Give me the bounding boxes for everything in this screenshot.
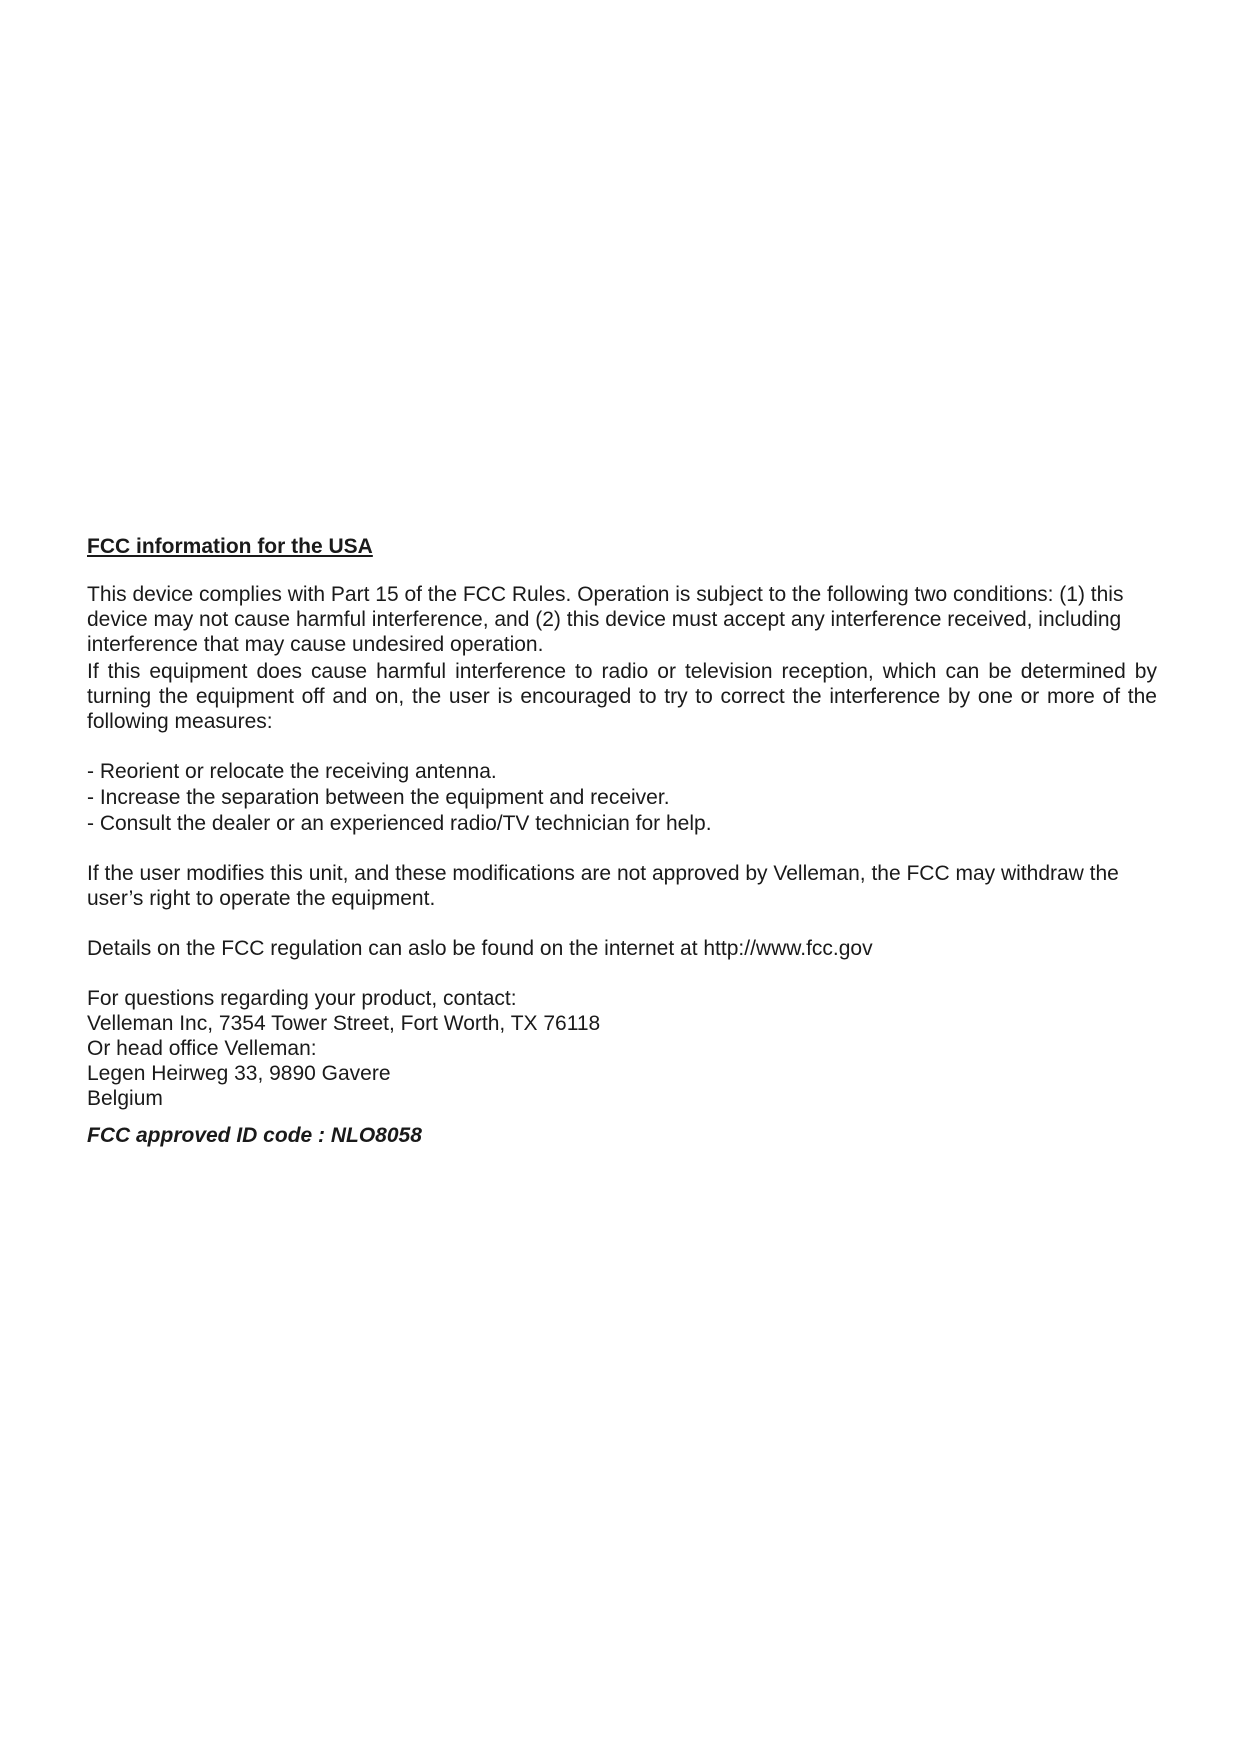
contact-intro: For questions regarding your product, contact: [87,987,517,1010]
modification-paragraph: If the user modifies this unit, and these modifications are not approved by Velleman, the FCC may withdraw the user’s right to operate the equipment. [87,862,1119,910]
fcc-information-section [87,534,1157,1148]
interference-paragraph: If this equipment does cause harmful interference to radio or television reception, which can be determined by turning the equipment off and on, the user is encouraged to try to correct the interference by one or more of the following measures: [87,660,1157,733]
compliance-paragraph: This device complies with Part 15 of the FCC Rules. Operation is subject to the following two conditions: (1) this device may not cause harmful interference, and (2) this device must accept any interference received, including interference that may cause undesired operation. [87,583,1124,656]
head-office-street: Legen Heirweg 33, 9890 Gavere [87,1062,391,1085]
section-heading: FCC information for the USA [87,535,373,558]
measure-item: - Reorient or relocate the receiving antenna. [87,760,497,783]
fcc-id-code: FCC approved ID code : NLO8058 [87,1124,422,1147]
head-office-label: Or head office Velleman: [87,1037,317,1060]
measure-item: - Consult the dealer or an experienced radio/TV technician for help. [87,812,712,835]
measures-list [87,759,1157,836]
measure-item: - Increase the separation between the equipment and receiver. [87,786,670,809]
head-office-country: Belgium [87,1087,163,1110]
us-address: Velleman Inc, 7354 Tower Street, Fort Worth, TX 76118 [87,1012,601,1035]
details-paragraph: Details on the FCC regulation can aslo be found on the internet at http://www.fcc.gov [87,937,873,960]
contact-block [87,986,1157,1111]
